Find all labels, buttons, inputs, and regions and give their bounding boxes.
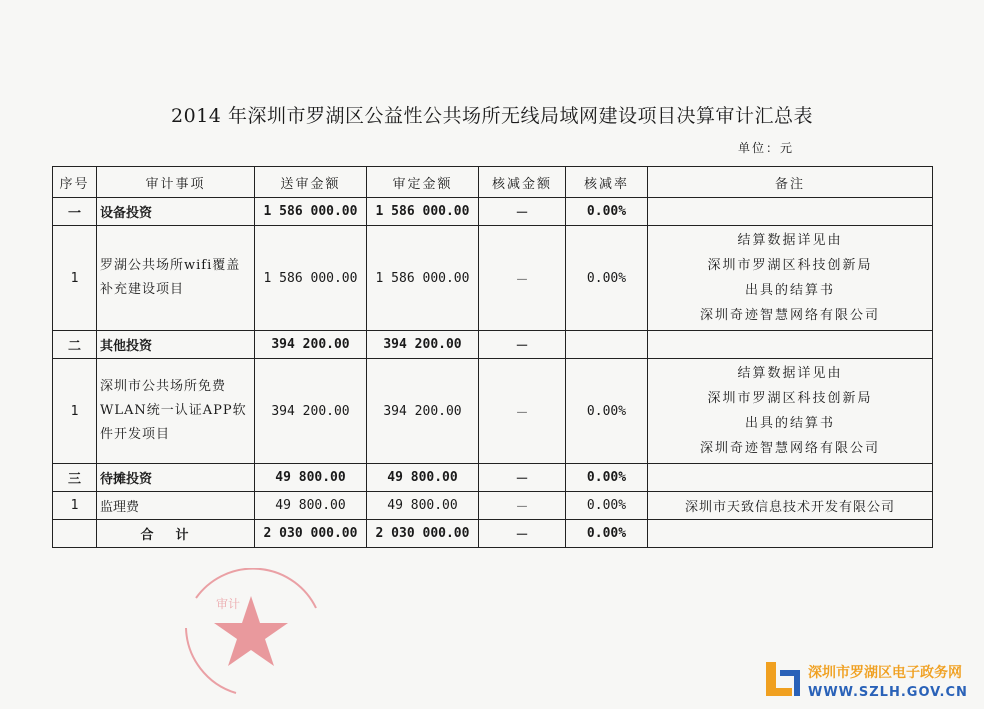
cell-item: 监理费 xyxy=(97,492,255,520)
remark-line: 深圳奇迹智慧网络有限公司 xyxy=(699,308,880,323)
cell-rate: 0.00% xyxy=(566,492,648,520)
cell-submitted: 1 586 000.00 xyxy=(255,198,367,226)
cell-remarks xyxy=(648,464,933,492)
cell-no: 1 xyxy=(53,492,97,520)
cell-rate: 0.00% xyxy=(566,226,648,331)
cell-rate xyxy=(566,331,648,359)
cell-remarks xyxy=(648,198,933,226)
watermark-url: WWW.SZLH.GOV.CN xyxy=(808,685,968,700)
cell-submitted: 49 800.00 xyxy=(255,492,367,520)
header-no: 序号 xyxy=(53,167,97,198)
table-row xyxy=(53,464,933,492)
unit-label: 单位：元 xyxy=(738,141,795,155)
cell-submitted: 2 030 000.00 xyxy=(255,520,367,548)
table-row xyxy=(53,198,933,226)
cell-submitted: 394 200.00 xyxy=(255,359,367,464)
header-submitted: 送审金额 xyxy=(255,167,367,198)
cell-approved: 1 586 000.00 xyxy=(367,198,479,226)
remark-line: 深圳奇迹智慧网络有限公司 xyxy=(699,441,880,456)
cell-no: 二 xyxy=(53,331,97,359)
table-row xyxy=(53,492,933,520)
header-rate: 核减率 xyxy=(566,167,648,198)
cell-reduced: － xyxy=(479,464,566,492)
cell-remarks: 深圳市天致信息技术开发有限公司 xyxy=(648,492,933,520)
cell-item: 待摊投资 xyxy=(97,464,255,492)
remark-line: 出具的结算书 xyxy=(744,416,835,431)
cell-item: 深圳市公共场所免费WLAN统一认证APP软件开发项目 xyxy=(97,359,255,464)
seal-text: 审计 xyxy=(216,597,241,611)
cell-no: 三 xyxy=(53,464,97,492)
cell-approved: 394 200.00 xyxy=(367,359,479,464)
cell-approved: 2 030 000.00 xyxy=(367,520,479,548)
table-row xyxy=(53,226,933,331)
official-seal xyxy=(176,568,326,698)
cell-reduced: － xyxy=(479,198,566,226)
cell-remarks xyxy=(648,331,933,359)
header-approved: 审定金额 xyxy=(367,167,479,198)
cell-no: 1 xyxy=(53,226,97,331)
cell-rate: 0.00% xyxy=(566,198,648,226)
site-logo xyxy=(762,656,972,702)
cell-approved: 49 800.00 xyxy=(367,464,479,492)
table-row xyxy=(53,331,933,359)
cell-reduced: － xyxy=(479,359,566,464)
total-row xyxy=(53,520,933,548)
cell-remarks xyxy=(648,226,933,331)
cell-no: 1 xyxy=(53,359,97,464)
watermark-name: 深圳市罗湖区电子政务网 xyxy=(808,665,962,681)
page-title: 2014 年深圳市罗湖区公益性公共场所无线局域网建设项目决算审计汇总表 xyxy=(171,105,813,127)
remark-line: 深圳市罗湖区科技创新局 xyxy=(707,391,873,406)
remark-line: 出具的结算书 xyxy=(744,283,835,298)
remark-line: 结算数据详见由 xyxy=(737,233,843,248)
cell-remarks xyxy=(648,520,933,548)
cell-reduced: － xyxy=(479,520,566,548)
cell-submitted: 1 586 000.00 xyxy=(255,226,367,331)
cell-item: 其他投资 xyxy=(97,331,255,359)
table-row xyxy=(53,359,933,464)
cell-approved: 394 200.00 xyxy=(367,331,479,359)
remark-line: 深圳市罗湖区科技创新局 xyxy=(707,258,873,273)
cell-item: 罗湖公共场所wifi覆盖补充建设项目 xyxy=(97,226,255,331)
cell-reduced: － xyxy=(479,226,566,331)
cell-remarks xyxy=(648,359,933,464)
remark-line: 结算数据详见由 xyxy=(737,366,843,381)
cell-rate: 0.00% xyxy=(566,359,648,464)
cell-rate: 0.00% xyxy=(566,520,648,548)
cell-reduced: － xyxy=(479,492,566,520)
header-item: 审计事项 xyxy=(97,167,255,198)
cell-approved: 49 800.00 xyxy=(367,492,479,520)
cell-no xyxy=(53,520,97,548)
cell-total-label: 合计 xyxy=(97,520,255,548)
cell-no: 一 xyxy=(53,198,97,226)
cell-approved: 1 586 000.00 xyxy=(367,226,479,331)
audit-summary-table xyxy=(52,166,933,548)
header-reduced: 核减金额 xyxy=(479,167,566,198)
header-row xyxy=(53,167,933,198)
cell-item: 设备投资 xyxy=(97,198,255,226)
cell-rate: 0.00% xyxy=(566,464,648,492)
header-remarks: 备注 xyxy=(648,167,933,198)
cell-submitted: 394 200.00 xyxy=(255,331,367,359)
cell-reduced: － xyxy=(479,331,566,359)
cell-submitted: 49 800.00 xyxy=(255,464,367,492)
